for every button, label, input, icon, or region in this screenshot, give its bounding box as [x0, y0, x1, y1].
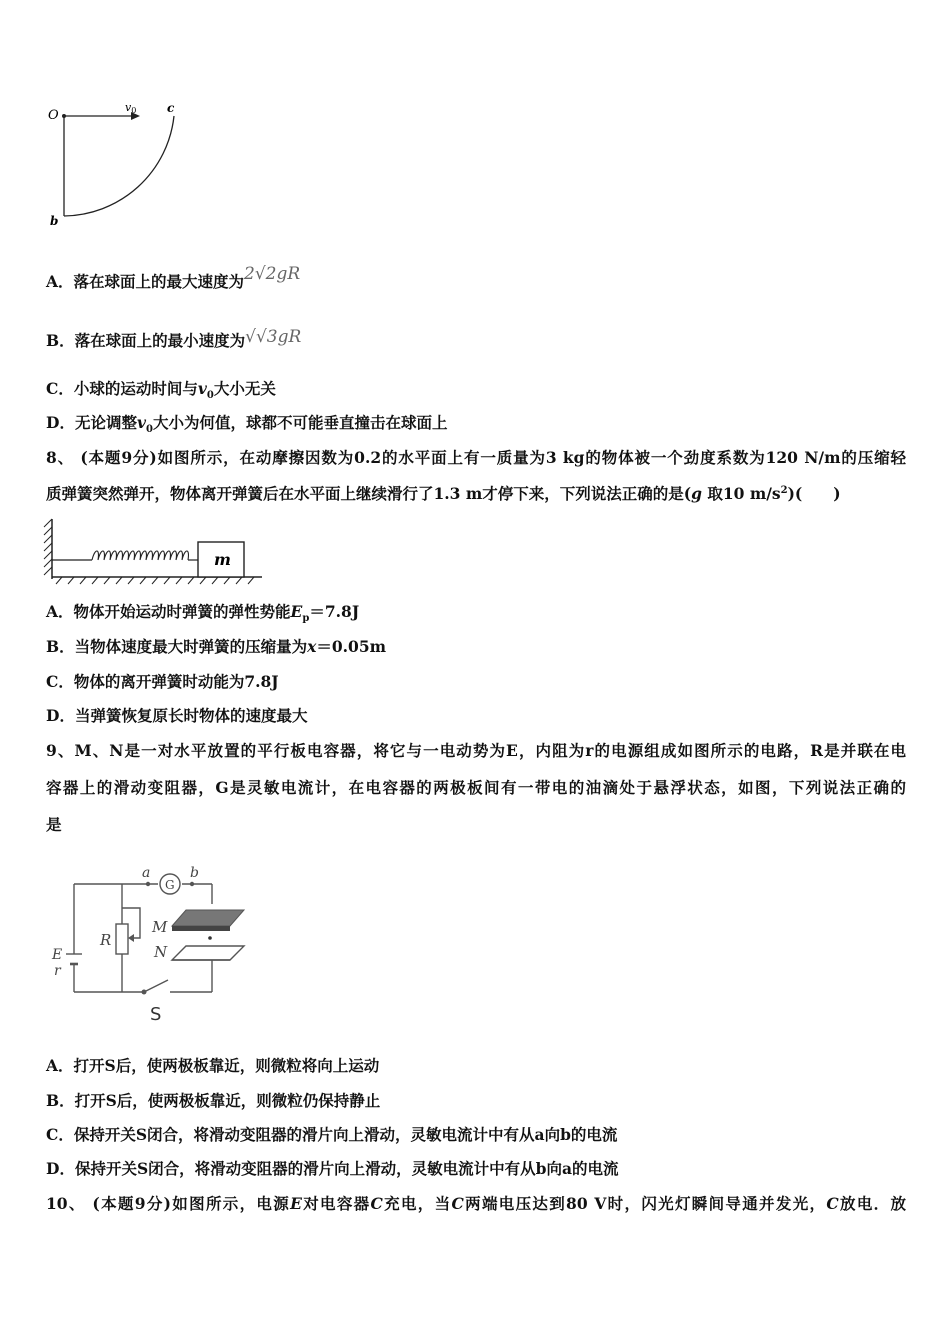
spring-block-figure	[42, 515, 267, 585]
formula-min-speed: √√3gR	[245, 327, 302, 347]
q7-option-d: D．无论调整$v_0$大小为何值，球都不可能垂直撞击在球面上	[46, 413, 448, 436]
q8-option-a: A．物体开始运动时弹簧的弹性势能$E_p=7.8J$	[46, 602, 360, 625]
q8-stem-line1: 8、 (本题9分)如图所示，在动摩擦因数为0.2的水平面上有一质量为3 kg的物体被一个劲度系数为120 N/m的压缩轻	[46, 448, 906, 467]
label-r-resistor: R	[100, 931, 112, 949]
q9-option-c: C．保持开关S闭合，将滑动变阻器的滑片向上滑动，灵敏电流计中有从a向b的电流	[46, 1125, 618, 1144]
q8-option-c: C．物体的离开弹簧时动能为7.8J	[46, 672, 279, 691]
label-c: c	[167, 101, 175, 115]
q9-stem-line2: 容器上的滑动变阻器，G是灵敏电流计，在电容器的两极板间有一带电的油滴处于悬浮状态，如图，下列说法正确的	[46, 778, 906, 797]
rheostat-body	[116, 924, 128, 954]
node-b	[190, 882, 194, 886]
label-o: O	[48, 108, 59, 123]
label-v0: v0	[125, 101, 137, 115]
q9-option-b: B．打开S后，使两极板靠近，则微粒仍保持静止	[46, 1091, 381, 1110]
q10-stem-line1: 10、 (本题9分)如图所示，电源E对电容器C充电，当C两端电压达到80 V时，闪光灯瞬间导通并发光，C放电．放	[46, 1194, 906, 1213]
plate-n	[172, 946, 244, 960]
switch-contact	[142, 990, 147, 995]
q9-option-d: D．保持开关S闭合，将滑动变阻器的滑片向上滑动，灵敏电流计中有从b向a的电流	[46, 1159, 619, 1178]
q8-stem-line2: 质弹簧突然弹开，物体离开弹簧后在水平面上继续滑行了1.3 m才停下来，下列说法正确的是(g 取10 $m/s^2$)( )	[46, 484, 841, 503]
q9-stem-line3: 是	[46, 815, 62, 834]
wall-hatch	[44, 519, 52, 575]
q8-option-b: B．当物体速度最大时弹簧的压缩量为x＝0.05m	[46, 637, 387, 656]
label-g: G	[165, 878, 175, 892]
arc-quarter	[64, 116, 174, 216]
q7-option-c: C．小球的运动时间与$v_0$大小无关	[46, 379, 276, 402]
capacitor-circuit-figure	[46, 862, 266, 1027]
label-r-internal: r	[54, 963, 61, 979]
q9-option-a: A．打开S后，使两极板靠近，则微粒将向上运动	[46, 1056, 380, 1075]
q7-option-a: A．落在球面上的最大速度为2√2gR	[46, 264, 301, 291]
label-e: E	[52, 947, 63, 963]
quarter-circle-figure	[40, 95, 200, 235]
q8-option-d: D．当弹簧恢复原长时物体的速度最大	[46, 706, 308, 725]
q7-option-b: B．落在球面上的最小速度为√√3gR	[46, 327, 302, 350]
label-m: m	[214, 550, 231, 569]
rheostat-slider	[122, 908, 140, 938]
label-b: b	[50, 214, 59, 228]
label-a: a	[142, 865, 151, 881]
node-a	[146, 882, 150, 886]
label-b-node: b	[190, 865, 199, 881]
q9-stem-line1: 9、M、N是一对水平放置的平行板电容器，将它与一电动势为E，内阻为r的电源组成如图所示的电路，R是并联在电	[46, 741, 906, 760]
plate-m-edge	[172, 926, 230, 931]
label-n-plate: N	[154, 943, 168, 961]
slider-arrow	[128, 934, 134, 942]
label-s: S	[150, 1004, 162, 1025]
formula-max-speed: 2√2gR	[244, 264, 301, 284]
oil-droplet	[208, 936, 212, 940]
floor-hatch	[56, 577, 254, 584]
plate-m	[172, 910, 244, 926]
spring-coils	[92, 551, 188, 560]
switch-blade	[144, 980, 168, 992]
label-m-plate: M	[152, 918, 168, 936]
